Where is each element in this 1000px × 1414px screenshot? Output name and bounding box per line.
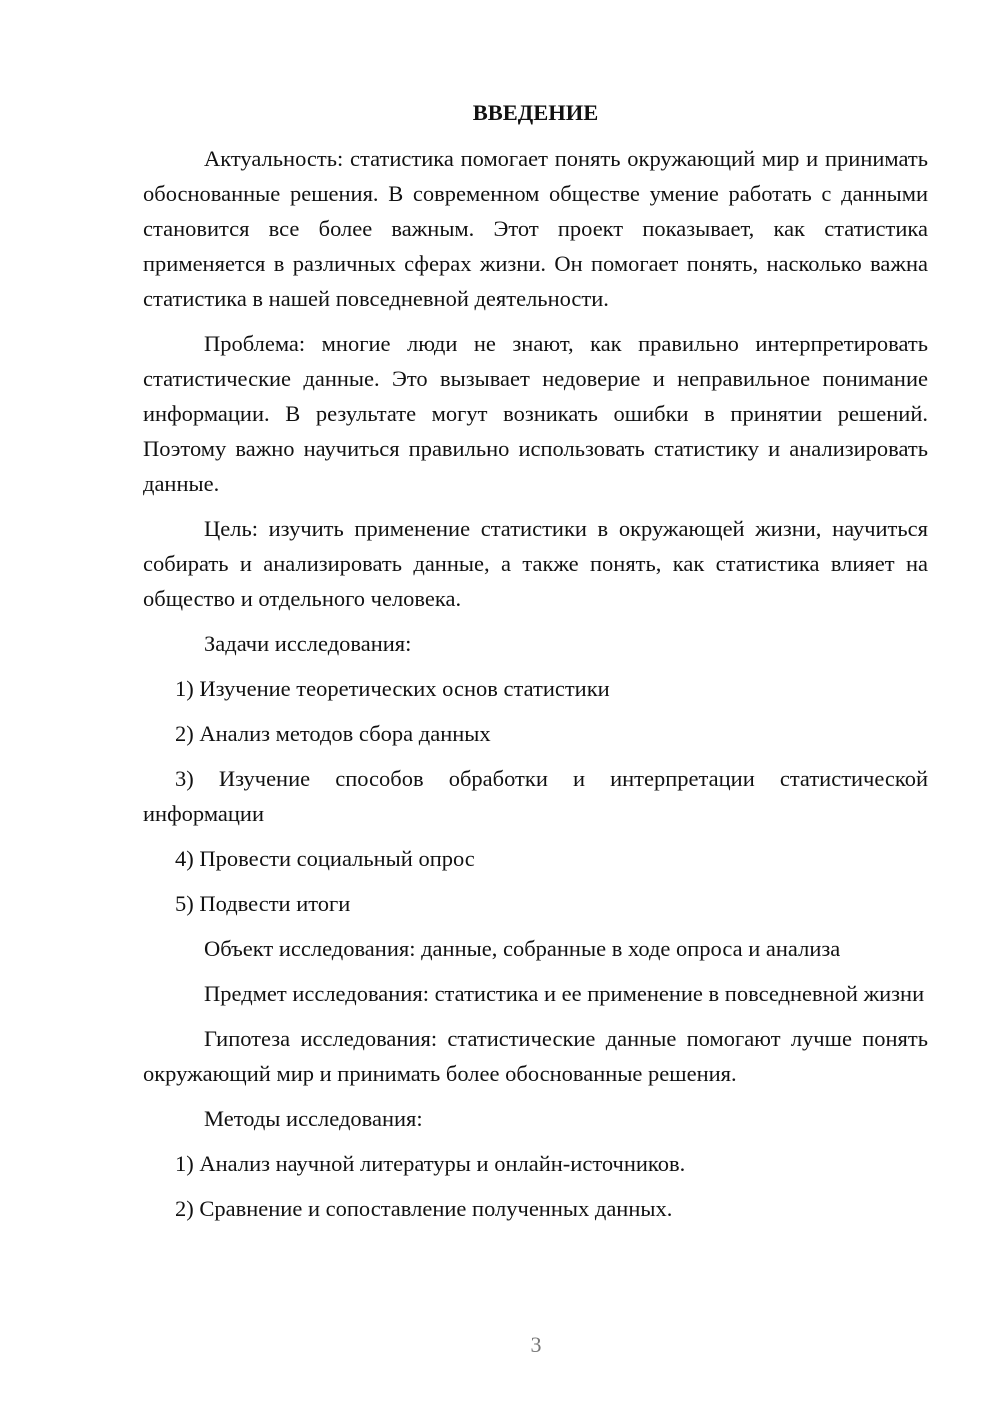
task-item-1: 1) Изучение теоретических основ статистики	[175, 676, 610, 701]
task-item-3: 3) Изучение способов обработки и интерпретации статистической информации	[143, 766, 928, 826]
tasks-heading: Задачи исследования:	[204, 631, 412, 656]
method-item-2: 2) Сравнение и сопоставление полученных данных.	[175, 1196, 673, 1221]
document-body	[143, 95, 928, 1236]
page-number: 3	[530, 1332, 542, 1357]
task-item-5: 5) Подвести итоги	[175, 891, 351, 916]
relevance-paragraph: Актуальность: статистика помогает понять окружающий мир и принимать обоснованные решения. В современном обществе умение работать с данными становится все более важным. Этот проект показывает, как статистика применяется в различных сферах жизни. Он помогает понять, насколько важна статистика в нашей повседневной деятельности.	[143, 146, 928, 311]
method-item-1: 1) Анализ научной литературы и онлайн-источников.	[175, 1151, 686, 1176]
task-item-2: 2) Анализ методов сбора данных	[175, 721, 491, 746]
task-item-4: 4) Провести социальный опрос	[175, 846, 475, 871]
object-paragraph: Объект исследования: данные, собранные в ходе опроса и анализа	[204, 936, 841, 961]
subject-paragraph: Предмет исследования: статистика и ее применение в повседневной жизни	[204, 981, 925, 1006]
hypothesis-paragraph: Гипотеза исследования: статистические данные помогают лучше понять окружающий мир и принимать более обоснованные решения.	[143, 1026, 928, 1086]
goal-paragraph: Цель: изучить применение статистики в окружающей жизни, научиться собирать и анализировать данные, а также понять, как статистика влияет на общество и отдельного человека.	[143, 516, 928, 611]
problem-paragraph: Проблема: многие люди не знают, как правильно интерпретировать статистические данные. Это вызывает недоверие и неправильное понимание информации. В результате могут возникать ошибки в принятии решений. Поэтому важно научиться правильно использовать статистику и анализировать данные.	[143, 331, 928, 496]
section-title: ВВЕДЕНИЕ	[472, 100, 599, 125]
methods-heading: Методы исследования:	[204, 1106, 423, 1131]
